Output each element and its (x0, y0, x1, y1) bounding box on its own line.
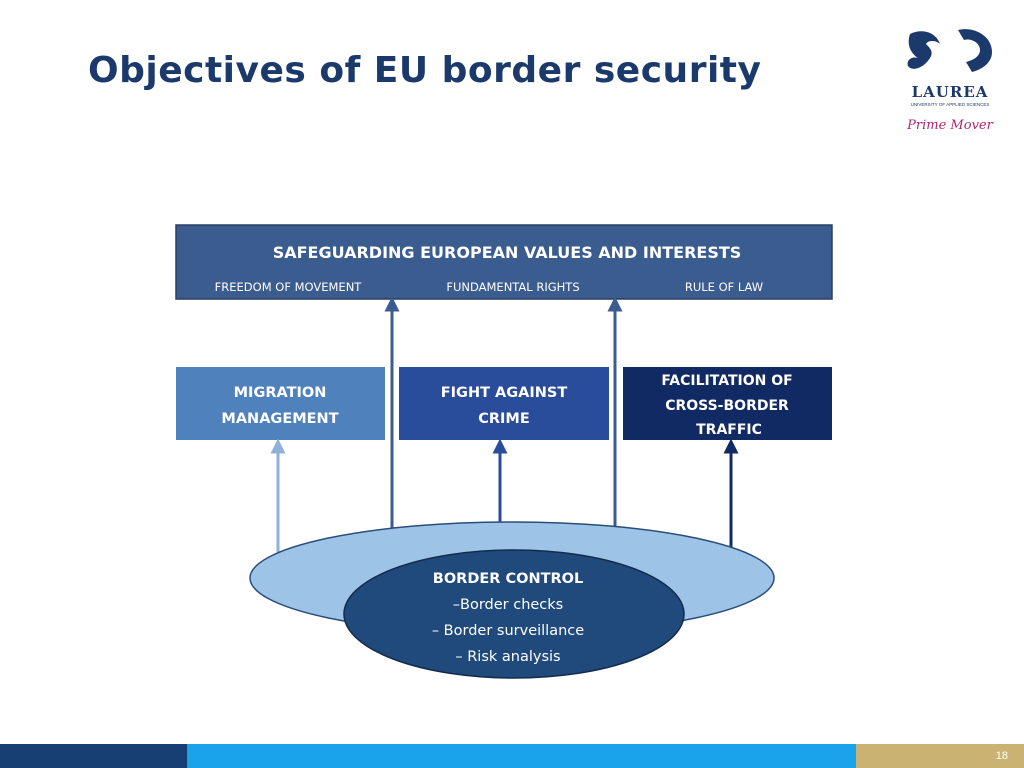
values-box-title: SAFEGUARDING EUROPEAN VALUES AND INTERESTS (272, 243, 742, 262)
logo-slogan: Prime Mover (907, 118, 993, 133)
slide-title: Objectives of EU border security (88, 50, 762, 91)
footer-bar-right (856, 744, 1024, 768)
objective-crime-line-2: CRIME (478, 411, 530, 427)
border-control-item-surveillance: – Border surveillance (431, 623, 585, 639)
page-number: 18 (995, 750, 1008, 762)
objective-traffic-line-1: FACILITATION OF (661, 373, 793, 389)
objective-migration-line-2: MANAGEMENT (221, 411, 339, 427)
border-control-item-risk-analysis: – Risk analysis (455, 649, 561, 665)
objective-traffic-line-2: CROSS-BORDER (665, 398, 789, 414)
value-fundamental-rights: FUNDAMENTAL RIGHTS (446, 280, 580, 294)
objective-migration-line-1: MIGRATION (233, 385, 327, 401)
objective-box-crime (399, 367, 609, 440)
border-control-item-checks: –Border checks (452, 597, 564, 613)
border-control-title: BORDER CONTROL (432, 571, 584, 587)
objective-crime-line-1: FIGHT AGAINST (440, 385, 568, 401)
logo-subtitle: UNIVERSITY OF APPLIED SCIENCES (910, 102, 990, 107)
footer-bar-middle (187, 744, 856, 768)
objective-box-migration (176, 367, 385, 440)
objective-traffic-line-3: TRAFFIC (696, 422, 762, 438)
logo-name: LAUREA (911, 83, 989, 101)
value-freedom-of-movement: FREEDOM OF MOVEMENT (214, 280, 362, 294)
value-rule-of-law: RULE OF LAW (684, 280, 764, 294)
footer-bar-left (0, 744, 187, 768)
